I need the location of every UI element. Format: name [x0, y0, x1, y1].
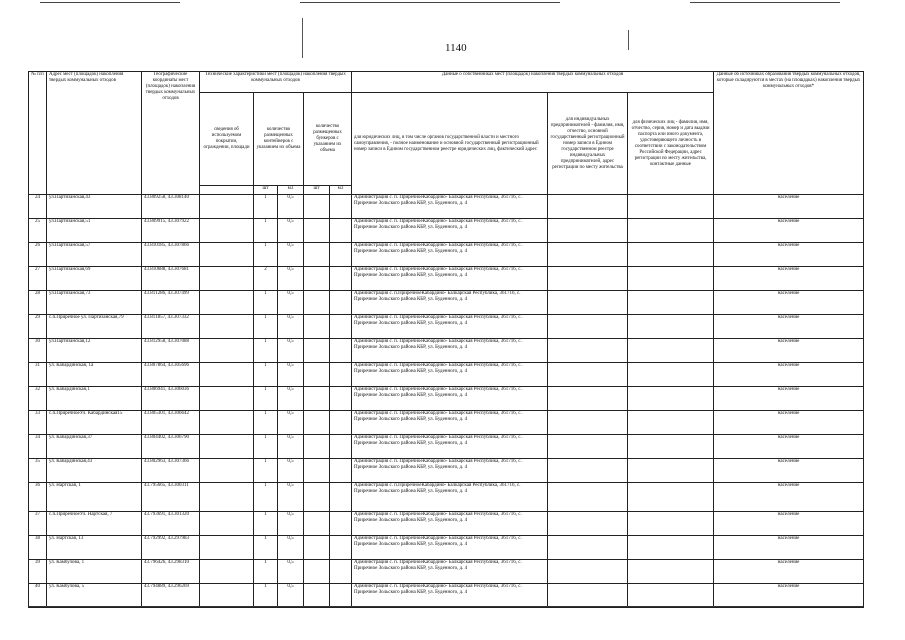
- row-coordinates: 43.805301, 43.306642: [142, 411, 200, 435]
- page-number: 1140: [445, 42, 467, 54]
- row-container-count: 2: [254, 267, 278, 291]
- row-source: население: [714, 512, 864, 536]
- header-unit-empty: [200, 186, 254, 195]
- row-cover: [200, 315, 254, 339]
- row-address: ул. Кабардинская,37: [47, 435, 142, 459]
- row-source: население: [714, 315, 864, 339]
- row-owner-person: [628, 291, 714, 315]
- row-owner-person: [628, 584, 714, 608]
- row-container-count: 1: [254, 315, 278, 339]
- row-coordinates: 43.810688, 43.307681: [142, 267, 200, 291]
- row-container-count: 1: [254, 584, 278, 608]
- row-owner-ip: [548, 411, 628, 435]
- row-coordinates: 43.809915, 43.307922: [142, 219, 200, 243]
- row-bunker-volume: [330, 483, 352, 512]
- row-container-count: 1: [254, 459, 278, 483]
- table-row: [29, 512, 864, 536]
- row-container-count: 1: [254, 483, 278, 512]
- row-address: ул. Кабардинская,1: [47, 387, 142, 411]
- row-address: ул. Нартская, 13: [47, 536, 142, 560]
- header-owner-person: для физических лиц - фамилия, имя, отчество, серия, номер и дата выдачи паспорта или иного документа, удостоверяющего личность в соответствии с законодательством Российской Федерации, адрес регистрации по месту жительства, контактные данные: [628, 93, 714, 195]
- table-row: [29, 315, 864, 339]
- row-cover: [200, 512, 254, 536]
- row-cover: [200, 267, 254, 291]
- row-owner-ip: [548, 195, 628, 219]
- row-number: 26: [29, 243, 47, 267]
- row-address: ул.Партизанская,43: [47, 195, 142, 219]
- row-container-volume: 0,5: [278, 584, 304, 608]
- row-owner-ip: [548, 219, 628, 243]
- row-coordinates: 43.811286, 43.307499: [142, 291, 200, 315]
- row-source: население: [714, 219, 864, 243]
- row-address: ул. Кабардинская,43: [47, 459, 142, 483]
- row-owner-legal: Администрация с. п.ПриречноеКабардино- Балкарская Республика, 361716, с. Приречное Зольского района КБР, ул. Буденного, д. 4: [352, 291, 548, 315]
- row-container-count: 1: [254, 339, 278, 363]
- row-container-count: 1: [254, 291, 278, 315]
- row-owner-person: [628, 411, 714, 435]
- row-number: 34: [29, 435, 47, 459]
- row-owner-person: [628, 339, 714, 363]
- row-cover: [200, 483, 254, 512]
- row-bunker-count: [304, 267, 330, 291]
- header-tech-bunkers: количество размещенных бункеров с указанием их объема: [304, 93, 352, 186]
- top-scan-rule-left: [40, 2, 180, 3]
- row-container-volume: 0,5: [278, 435, 304, 459]
- row-number: 39: [29, 560, 47, 584]
- row-number: 38: [29, 536, 47, 560]
- row-source: население: [714, 459, 864, 483]
- header-unit-m3: м3: [330, 186, 352, 195]
- row-owner-ip: [548, 459, 628, 483]
- row-bunker-volume: [330, 315, 352, 339]
- row-address: ул. Камбулова, 5: [47, 584, 142, 608]
- row-bunker-volume: [330, 363, 352, 387]
- row-address: ул. Камбулова, 1: [47, 560, 142, 584]
- table-row: [29, 195, 864, 219]
- row-number: 35: [29, 459, 47, 483]
- row-bunker-volume: [330, 459, 352, 483]
- row-bunker-count: [304, 363, 330, 387]
- row-source: население: [714, 483, 864, 512]
- row-owner-ip: [548, 435, 628, 459]
- row-bunker-volume: [330, 512, 352, 536]
- header-row-top: [29, 72, 864, 93]
- row-bunker-count: [304, 483, 330, 512]
- header-unit-m3: м3: [278, 186, 304, 195]
- row-number: 28: [29, 291, 47, 315]
- row-container-count: 1: [254, 536, 278, 560]
- row-coordinates: 43.794889, 43.296269: [142, 584, 200, 608]
- table-row: [29, 459, 864, 483]
- row-owner-legal: Администрация с. п. ПриречноеКабардино- Балкарская Республика, 361716, с. Приречное Зольского района КБР, ул. Буденного, д. 4: [352, 560, 548, 584]
- row-container-count: 1: [254, 195, 278, 219]
- row-bunker-count: [304, 339, 330, 363]
- row-owner-person: [628, 243, 714, 267]
- row-owner-legal: Администрация с. п. ПриречноеКабардино- Балкарская Республика, 361716, с. Приречное Зольского района КБР, ул. Буденного, д. 4: [352, 219, 548, 243]
- row-container-volume: 0,5: [278, 267, 304, 291]
- table-row: [29, 243, 864, 267]
- row-owner-person: [628, 219, 714, 243]
- row-owner-person: [628, 536, 714, 560]
- row-owner-legal: Администрация с. п. ПриречноеКабардино- Балкарская Республика, 361716, с. Приречное Зольского района КБР, ул. Буденного, д. 4: [352, 536, 548, 560]
- row-cover: [200, 536, 254, 560]
- row-number: 32: [29, 387, 47, 411]
- row-cover: [200, 411, 254, 435]
- row-number: 31: [29, 363, 47, 387]
- row-cover: [200, 584, 254, 608]
- row-owner-legal: Администрация с. п.ПриречноеКабардино- Балкарская Республика, 361716, с. Приречное Зольского района КБР, ул. Буденного, д. 4: [352, 483, 548, 512]
- row-owner-ip: [548, 512, 628, 536]
- row-source: население: [714, 387, 864, 411]
- top-scan-rule-mid: [300, 2, 560, 3]
- scan-mark-right: [628, 30, 629, 50]
- row-bunker-volume: [330, 219, 352, 243]
- table-row: [29, 363, 864, 387]
- row-address: с.п.Приречное ул. Партизанская,79: [47, 315, 142, 339]
- header-tech-cover: сведения об используемом покрытии, ограждении, площади: [200, 93, 254, 186]
- row-owner-person: [628, 195, 714, 219]
- row-container-volume: 0,5: [278, 315, 304, 339]
- row-owner-legal: Администрация с. п. ПриречноеКабардино- Балкарская Республика, 361716, с. Приречное Зольского района КБР, ул. Буденного, д. 4: [352, 267, 548, 291]
- row-bunker-volume: [330, 195, 352, 219]
- row-container-count: 1: [254, 435, 278, 459]
- row-owner-legal: Администрация с. п. ПриречноеКабардино- Балкарская Республика, 361716, с. Приречное Зольского района КБР, ул. Буденного, д. 4: [352, 512, 548, 536]
- row-container-count: 1: [254, 387, 278, 411]
- row-number: 29: [29, 315, 47, 339]
- row-coordinates: 43.806941, 43.306036: [142, 387, 200, 411]
- row-owner-person: [628, 483, 714, 512]
- row-container-volume: 0,5: [278, 363, 304, 387]
- row-container-count: 1: [254, 219, 278, 243]
- row-cover: [200, 459, 254, 483]
- row-address: ул.Партизанская,57: [47, 243, 142, 267]
- row-coordinates: 43.792992, 43.297983: [142, 536, 200, 560]
- row-bunker-volume: [330, 536, 352, 560]
- row-source: население: [714, 411, 864, 435]
- header-tech-containers: количество размещенных контейнеров с указанием их объема: [254, 93, 304, 186]
- table-row: [29, 291, 864, 315]
- row-cover: [200, 435, 254, 459]
- row-source: население: [714, 243, 864, 267]
- row-owner-legal: Администрация с. п. ПриречноеКабардино- Балкарская Республика, 361716, с. Приречное Зольского района КБР, ул. Буденного, д. 4: [352, 459, 548, 483]
- row-coordinates: 43.793691, 43.301320: [142, 512, 200, 536]
- row-owner-ip: [548, 267, 628, 291]
- row-bunker-count: [304, 435, 330, 459]
- row-bunker-volume: [330, 291, 352, 315]
- row-container-count: 1: [254, 560, 278, 584]
- row-coordinates: 43.802963, 43.307366: [142, 459, 200, 483]
- row-owner-legal: Администрация с. п. ПриречноеКабардино- Балкарская Республика, 361716, с. Приречное Зольского района КБР, ул. Буденного, д. 4: [352, 339, 548, 363]
- row-cover: [200, 291, 254, 315]
- row-container-count: 1: [254, 411, 278, 435]
- row-owner-ip: [548, 291, 628, 315]
- row-cover: [200, 363, 254, 387]
- table-row: [29, 411, 864, 435]
- row-bunker-count: [304, 459, 330, 483]
- row-owner-legal: Администрация с. п. ПриречноеКабардино- Балкарская Республика, 361716, с. Приречное Зольского района КБР, ул. Буденного, д. 4: [352, 387, 548, 411]
- row-source: население: [714, 339, 864, 363]
- row-owner-ip: [548, 315, 628, 339]
- row-container-volume: 0,5: [278, 243, 304, 267]
- row-address: с.п.ПриречноеУл. Нартская, 7: [47, 512, 142, 536]
- row-cover: [200, 243, 254, 267]
- header-owners: Данные о собственниках мест (площадок) накопления твердых коммунальных отходов: [352, 72, 714, 93]
- row-bunker-count: [304, 243, 330, 267]
- row-cover: [200, 560, 254, 584]
- row-container-volume: 0,5: [278, 219, 304, 243]
- row-source: население: [714, 536, 864, 560]
- row-owner-person: [628, 512, 714, 536]
- row-bunker-count: [304, 560, 330, 584]
- row-owner-person: [628, 560, 714, 584]
- row-owner-ip: [548, 560, 628, 584]
- row-bunker-count: [304, 536, 330, 560]
- row-coordinates: 43.795665, 43.300311: [142, 483, 200, 512]
- header-address: Адрес мест (площадок) накопления твердых коммунальных отходов: [47, 72, 142, 195]
- table-body: [29, 195, 864, 608]
- row-owner-legal: Администрация с. п. ПриречноеКабардино- Балкарская Республика, 361716, с. Приречное Зольского района КБР, ул. Буденного, д. 4: [352, 363, 548, 387]
- row-number: 24: [29, 195, 47, 219]
- row-address: ул. Нартская, 1: [47, 483, 142, 512]
- row-container-count: 1: [254, 512, 278, 536]
- row-source: население: [714, 291, 864, 315]
- row-owner-person: [628, 315, 714, 339]
- row-cover: [200, 219, 254, 243]
- row-container-volume: 0,5: [278, 411, 304, 435]
- header-unit-pcs: шт: [254, 186, 278, 195]
- row-container-volume: 0,5: [278, 560, 304, 584]
- row-container-count: 1: [254, 363, 278, 387]
- row-bunker-volume: [330, 560, 352, 584]
- row-owner-legal: Администрация с. п. ПриречноеКабардино- Балкарская Республика, 361716, с. Приречное Зольского района КБР, ул. Буденного, д. 4: [352, 195, 548, 219]
- row-owner-ip: [548, 243, 628, 267]
- row-bunker-count: [304, 219, 330, 243]
- row-owner-legal: Администрация с. п. ПриречноеКабардино- Балкарская Республика, 361716, с. Приречное Зольского района КБР, ул. Буденного, д. 4: [352, 584, 548, 608]
- row-coordinates: 43.796426, 43.298310: [142, 560, 200, 584]
- header-num: № п/п: [29, 72, 47, 195]
- table-row: [29, 387, 864, 411]
- row-address: ул.Партизанская,69: [47, 267, 142, 291]
- row-address: ул.Партизанская,51: [47, 219, 142, 243]
- header-unit-pcs: шт: [304, 186, 330, 195]
- row-container-volume: 0,5: [278, 291, 304, 315]
- row-number: 30: [29, 339, 47, 363]
- row-owner-ip: [548, 339, 628, 363]
- row-source: население: [714, 560, 864, 584]
- top-scan-rule-right: [690, 2, 840, 3]
- row-number: 27: [29, 267, 47, 291]
- row-number: 40: [29, 584, 47, 608]
- row-source: население: [714, 267, 864, 291]
- row-container-count: 1: [254, 243, 278, 267]
- waste-sites-table: [28, 71, 864, 608]
- row-container-volume: 0,5: [278, 459, 304, 483]
- row-owner-ip: [548, 483, 628, 512]
- row-owner-legal: Администрация с. п. ПриречноеКабардино- Балкарская Республика, 361716, с. Приречное Зольского района КБР, ул. Буденного, д. 4: [352, 435, 548, 459]
- row-cover: [200, 387, 254, 411]
- row-number: 36: [29, 483, 47, 512]
- row-number: 33: [29, 411, 47, 435]
- row-owner-person: [628, 267, 714, 291]
- row-address: ул.Партизанская,73: [47, 291, 142, 315]
- row-address: ул. Кабардинская, 1а: [47, 363, 142, 387]
- row-container-volume: 0,5: [278, 387, 304, 411]
- row-bunker-volume: [330, 435, 352, 459]
- row-owner-legal: Администрация с. п. ПриречноеКабардино- Балкарская Республика, 361716, с. Приречное Зольского района КБР, ул. Буденного, д. 4: [352, 315, 548, 339]
- row-source: население: [714, 195, 864, 219]
- row-container-volume: 0,5: [278, 195, 304, 219]
- row-bunker-count: [304, 584, 330, 608]
- row-bunker-volume: [330, 267, 352, 291]
- row-container-volume: 0,5: [278, 483, 304, 512]
- table-row: [29, 560, 864, 584]
- scan-mark-center: [302, 18, 303, 58]
- row-bunker-count: [304, 291, 330, 315]
- row-owner-ip: [548, 584, 628, 608]
- row-owner-ip: [548, 536, 628, 560]
- row-owner-ip: [548, 363, 628, 387]
- row-source: население: [714, 363, 864, 387]
- row-bunker-volume: [330, 411, 352, 435]
- row-bunker-volume: [330, 339, 352, 363]
- row-container-volume: 0,5: [278, 512, 304, 536]
- row-bunker-count: [304, 411, 330, 435]
- row-bunker-count: [304, 315, 330, 339]
- row-container-volume: 0,5: [278, 536, 304, 560]
- row-bunker-count: [304, 387, 330, 411]
- bottom-scan-rule: [28, 606, 863, 607]
- row-bunker-volume: [330, 584, 352, 608]
- table-row: [29, 339, 864, 363]
- row-coordinates: 43.812958, 43.307088: [142, 339, 200, 363]
- row-source: население: [714, 435, 864, 459]
- table-row: [29, 584, 864, 608]
- table-row: [29, 435, 864, 459]
- header-tech: Технические характеристики мест (площадок) накопления твердых коммунальных отходов: [200, 72, 352, 93]
- header-owner-ip: для индивидуальных предпринимателей - фамилия, имя, отчество, основной государственный регистрационный номер записи в Едином государственном реестре индивидуальных предпринимателей, адрес регистрации по месту жительства: [548, 93, 628, 195]
- row-address: с.п.ПриречноеУл. Кабардинская15: [47, 411, 142, 435]
- row-owner-person: [628, 387, 714, 411]
- row-coordinates: 43.807864, 43.305696: [142, 363, 200, 387]
- header-geo: Географические координаты мест (площадок) накопления твердых коммунальных отходов: [142, 72, 200, 195]
- table-row: [29, 267, 864, 291]
- row-bunker-count: [304, 195, 330, 219]
- row-container-volume: 0,5: [278, 339, 304, 363]
- row-bunker-count: [304, 512, 330, 536]
- row-address: ул.Партизанская,12: [47, 339, 142, 363]
- row-coordinates: 43.810185, 43.307866: [142, 243, 200, 267]
- header-owner-legal: для юридических лиц, в том числе органов государственной власти и местного самоуправления, - полное наименование и основной государственный регистрационный номер записи в Едином государственном реестре юридических лиц, фактический адрес: [352, 93, 548, 195]
- row-number: 25: [29, 219, 47, 243]
- table-row: [29, 483, 864, 512]
- header-sources: Данные об источниках образования твердых коммунальных отходов, которые складируются в местах (на площадках) накопления твердых коммунальных отходов*: [714, 72, 864, 195]
- row-coordinates: 43.811857, 43.307332: [142, 315, 200, 339]
- row-owner-legal: Администрация с. п. ПриречноеКабардино- Балкарская Республика, 361716, с. Приречное Зольского района КБР, ул. Буденного, д. 4: [352, 243, 548, 267]
- row-bunker-volume: [330, 387, 352, 411]
- row-owner-ip: [548, 387, 628, 411]
- row-owner-person: [628, 459, 714, 483]
- row-owner-person: [628, 363, 714, 387]
- table-row: [29, 536, 864, 560]
- row-cover: [200, 195, 254, 219]
- row-coordinates: 43.804402, 43.306790: [142, 435, 200, 459]
- row-bunker-volume: [330, 243, 352, 267]
- row-coordinates: 43.809258, 43.308140: [142, 195, 200, 219]
- row-number: 37: [29, 512, 47, 536]
- row-source: население: [714, 584, 864, 608]
- row-owner-legal: Администрация с. п. ПриречноеКабардино- Балкарская Республика, 361716, с. Приречное Зольского района КБР, ул. Буденного, д. 4: [352, 411, 548, 435]
- row-cover: [200, 339, 254, 363]
- row-owner-person: [628, 435, 714, 459]
- table-row: [29, 219, 864, 243]
